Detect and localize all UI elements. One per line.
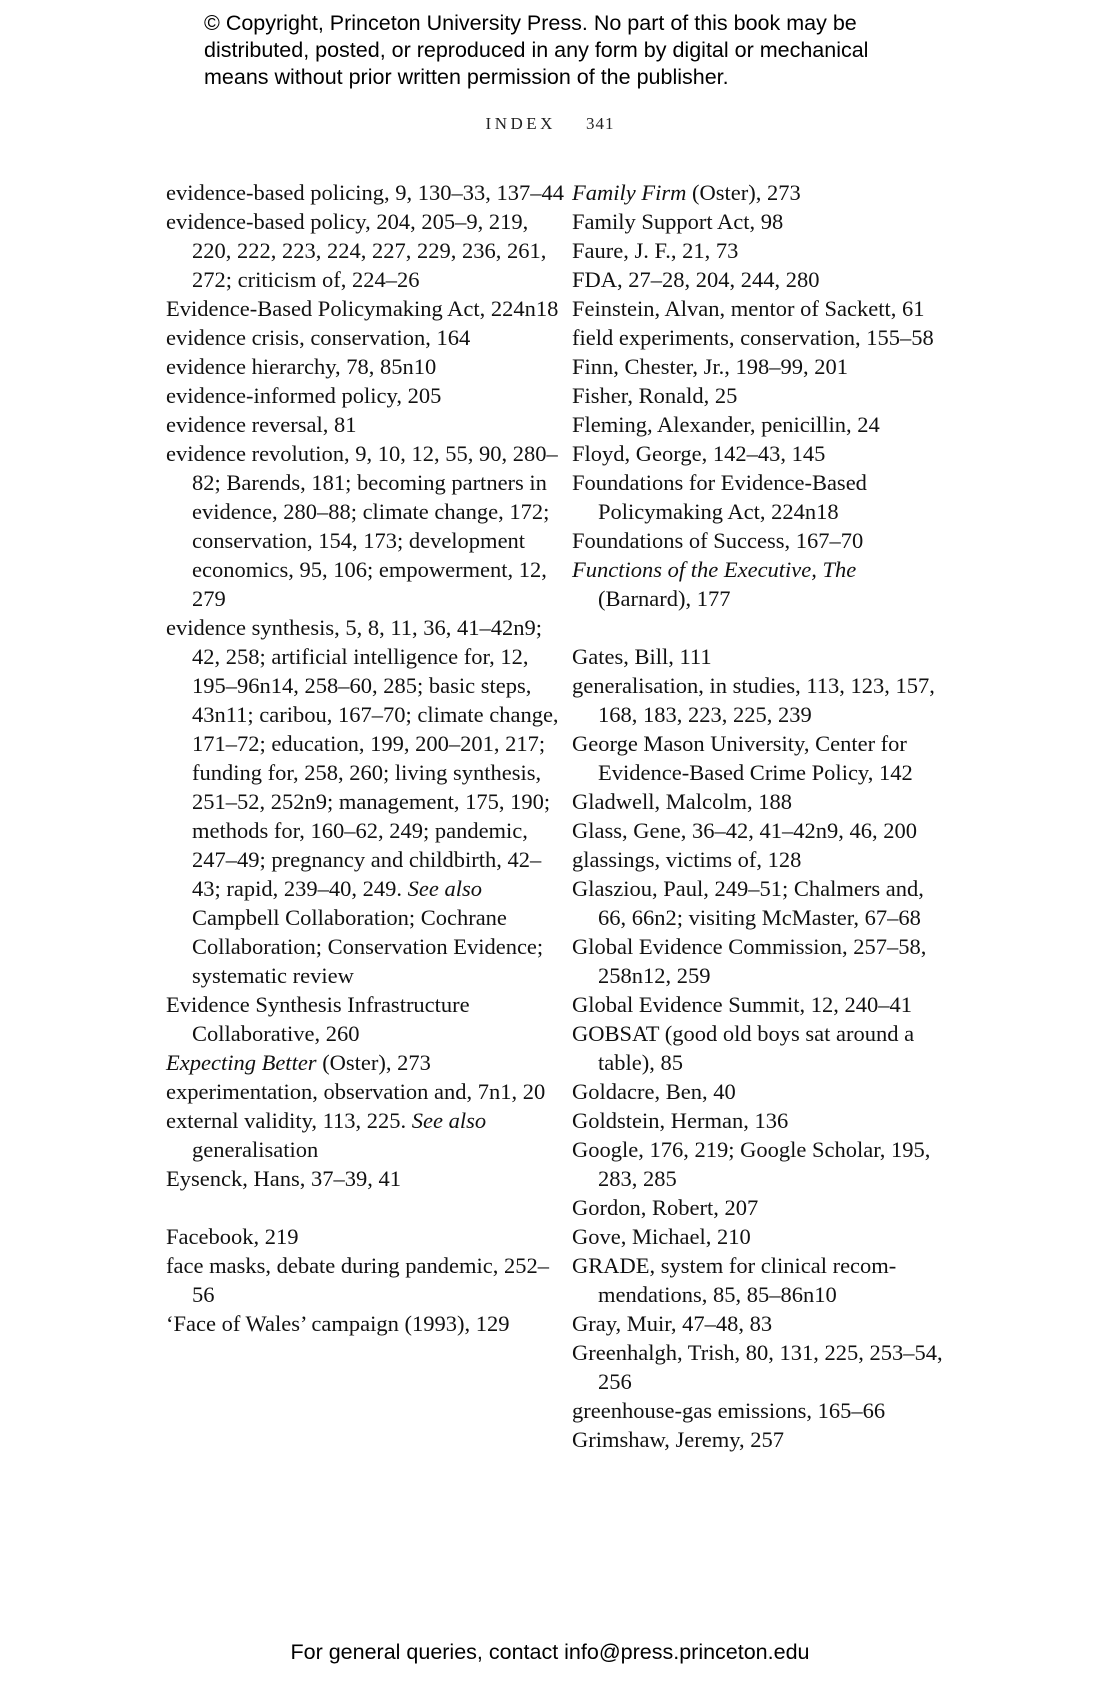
index-entry-text: Facebook, 219 (166, 1224, 299, 1249)
index-entry-text: evidence synthesis, 5, 8, 11, 36, 41–42n9; 42, 258; artificial intelligence for, 12, 195–96n14, 258–60, 285; basic steps, 43n11; caribou, 167–70; climate change, 171–72; education, 199, 200–201, 217; funding for, 258, 260; living synthesis, 251–52, 252n9; management, 175, 190; methods for, 160–62, 249; pandemic, 247–49; pregnancy and childbirth, 42–43; rapid, 239–40, 249. (166, 615, 559, 901)
index-entry-text: Gates, Bill, 111 (572, 644, 712, 669)
index-entry (572, 207, 952, 236)
index-column-right (572, 178, 952, 1454)
index-entry (166, 381, 566, 410)
index-entry-text: Fisher, Ronald, 25 (572, 383, 738, 408)
index-entry (572, 671, 952, 729)
index-entry-italic-text: See also (411, 1108, 487, 1133)
index-entry (166, 207, 566, 294)
index-entry (572, 1251, 952, 1309)
index-entry (572, 990, 952, 1019)
index-entry-italic-text: Expecting Better (166, 1050, 317, 1075)
index-entry-text: external validity, 113, 225. (166, 1108, 412, 1133)
index-entry-text: Foundations for Evidence-Based Policymaking Act, 224n18 (572, 470, 867, 524)
index-entry (166, 613, 566, 990)
index-entry (572, 1135, 952, 1193)
index-entry-text: Gove, Michael, 210 (572, 1224, 751, 1249)
index-entry (572, 178, 952, 207)
index-entry-text: evidence-based policing, 9, 130–33, 137–44 (166, 180, 565, 205)
index-entry-italic-text: Functions of the Executive, The (572, 557, 857, 582)
index-entry-text: Gray, Muir, 47–48, 83 (572, 1311, 773, 1336)
index-entry-text: GRADE, system for clinical recommendations, 85, 85–86n10 (572, 1253, 897, 1307)
index-entry (166, 294, 566, 323)
index-entry-text: generalisation (192, 1137, 319, 1162)
index-entry-text: glassings, victims of, 128 (572, 847, 802, 872)
index-entry-text: Faure, J. F., 21, 73 (572, 238, 739, 263)
index-column-left (166, 178, 566, 1338)
index-entry-text: (Oster), 273 (316, 1050, 431, 1075)
index-entry (166, 410, 566, 439)
index-entry-text: FDA, 27–28, 204, 244, 280 (572, 267, 820, 292)
index-entry-text: evidence reversal, 81 (166, 412, 357, 437)
index-entry-text: Goldacre, Ben, 40 (572, 1079, 736, 1104)
index-entry-text: (Oster), 273 (686, 180, 801, 205)
index-entry-text: Evidence Synthesis Infrastructure Collaborative, 260 (166, 992, 470, 1046)
index-entry (572, 1396, 952, 1425)
index-entry-text: ‘Face of Wales’ campaign (1993), 129 (166, 1311, 510, 1336)
copyright-notice: © Copyright, Princeton University Press. No part of this book may be distributed, posted, or reproduced in any form by digital or mechanical means without prior written permission of the publisher. (204, 11, 869, 89)
index-entry (572, 439, 952, 468)
index-entry-italic-text: Family Firm (572, 180, 687, 205)
index-entry (572, 294, 952, 323)
index-entry-text: George Mason University, Center for Evidence-Based Crime Policy, 142 (572, 731, 913, 785)
running-head (0, 114, 1100, 134)
index-entry (572, 1338, 952, 1396)
index-entry-text: Finn, Chester, Jr., 198–99, 201 (572, 354, 848, 379)
index-entry (572, 1193, 952, 1222)
index-entry-text: evidence crisis, conservation, 164 (166, 325, 471, 350)
index-entry (572, 1019, 952, 1077)
index-entry-text: Grimshaw, Jeremy, 257 (572, 1427, 785, 1452)
index-entry (572, 468, 952, 526)
index-entry (166, 1048, 566, 1077)
index-entry (166, 990, 566, 1048)
index-entry (572, 845, 952, 874)
index-entry (572, 1309, 952, 1338)
index-entry-text: Foundations of Success, 167–70 (572, 528, 864, 553)
index-entry-text: (Barnard), 177 (598, 586, 731, 611)
index-entry-text: greenhouse-gas emissions, 165–66 (572, 1398, 886, 1423)
index-entry-text: Greenhalgh, Trish, 80, 131, 225, 253–54, 256 (572, 1340, 943, 1394)
index-entry (166, 1077, 566, 1106)
index-entry (572, 642, 952, 671)
index-entry (166, 1309, 566, 1338)
index-entry (166, 352, 566, 381)
index-entry (572, 352, 952, 381)
index-entry (572, 816, 952, 845)
index-entry-text: generalisation, in studies, 113, 123, 157, 168, 183, 223, 225, 239 (572, 673, 935, 727)
index-entry-text: evidence-informed policy, 205 (166, 383, 442, 408)
index-entry-text: Glass, Gene, 36–42, 41–42n9, 46, 200 (572, 818, 917, 843)
index-entry (166, 323, 566, 352)
index-entry (166, 1164, 566, 1193)
index-entry-italic-text: See also (407, 876, 482, 901)
index-entry-text: Family Support Act, 98 (572, 209, 784, 234)
index-entry (572, 787, 952, 816)
index-entry (166, 178, 566, 207)
index-entry (166, 439, 566, 613)
index-entry (572, 555, 952, 613)
index-entry-text: Fleming, Alexander, penicillin, 24 (572, 412, 880, 437)
index-entry (572, 236, 952, 265)
index-entry-text: Google, 176, 219; Google Scholar, 195, 283, 285 (572, 1137, 931, 1191)
running-head-title: INDEX (485, 114, 556, 133)
index-entry (572, 323, 952, 352)
index-entry (166, 1222, 566, 1251)
footer-contact: For general queries, contact info@press.princeton.edu (290, 1640, 810, 1664)
index-entry (572, 526, 952, 555)
index-entry-text: Glasziou, Paul, 249–51; Chalmers and, 66, 66n2; visiting McMaster, 67–68 (572, 876, 924, 930)
index-entry (572, 1222, 952, 1251)
index-entry (572, 265, 952, 294)
index-entry-text: Global Evidence Summit, 12, 240–41 (572, 992, 912, 1017)
index-entry (572, 874, 952, 932)
index-entry (572, 1425, 952, 1454)
index-entry (572, 381, 952, 410)
index-entry-text: evidence-based policy, 204, 205–9, 219, 220, 222, 223, 224, 227, 229, 236, 261, 272; criticism of, 224–26 (166, 209, 547, 292)
index-entry-text: field experiments, conservation, 155–58 (572, 325, 934, 350)
index-entry (572, 729, 952, 787)
index-entry-text: evidence hierarchy, 78, 85n10 (166, 354, 437, 379)
index-entry-text: face masks, debate during pandemic, 252–56 (166, 1253, 549, 1307)
index-entry (572, 1106, 952, 1135)
index-entry-text: Global Evidence Commission, 257–58, 258n12, 259 (572, 934, 927, 988)
index-entry-text: Eysenck, Hans, 37–39, 41 (166, 1166, 401, 1191)
index-entry-text: GOBSAT (good old boys sat around a table), 85 (572, 1021, 915, 1075)
index-entry-text: evidence revolution, 9, 10, 12, 55, 90, 280–82; Barends, 181; becoming partners in evidence, 280–88; climate change, 172; conservation, 154, 173; development economics, 95, 106; empowerment, 12, 279 (166, 441, 558, 611)
index-entry-text: experimentation, observation and, 7n1, 20 (166, 1079, 546, 1104)
index-entry-text: Feinstein, Alvan, mentor of Sackett, 61 (572, 296, 925, 321)
index-entry (572, 1077, 952, 1106)
index-entry-text: Gladwell, Malcolm, 188 (572, 789, 792, 814)
index-entry (572, 410, 952, 439)
index-entry (572, 932, 952, 990)
index-entry-text: Evidence-Based Policymaking Act, 224n18 (166, 296, 559, 321)
index-entry (166, 1106, 566, 1164)
index-entry-text: Campbell Collaboration; Cochrane Collaboration; Conservation Evidence; systematic review (192, 905, 544, 988)
index-entry-text: Gordon, Robert, 207 (572, 1195, 759, 1220)
index-entry-text: Goldstein, Herman, 136 (572, 1108, 789, 1133)
index-entry-text: Floyd, George, 142–43, 145 (572, 441, 826, 466)
index-entry (166, 1251, 566, 1309)
page-number: 341 (585, 114, 615, 133)
